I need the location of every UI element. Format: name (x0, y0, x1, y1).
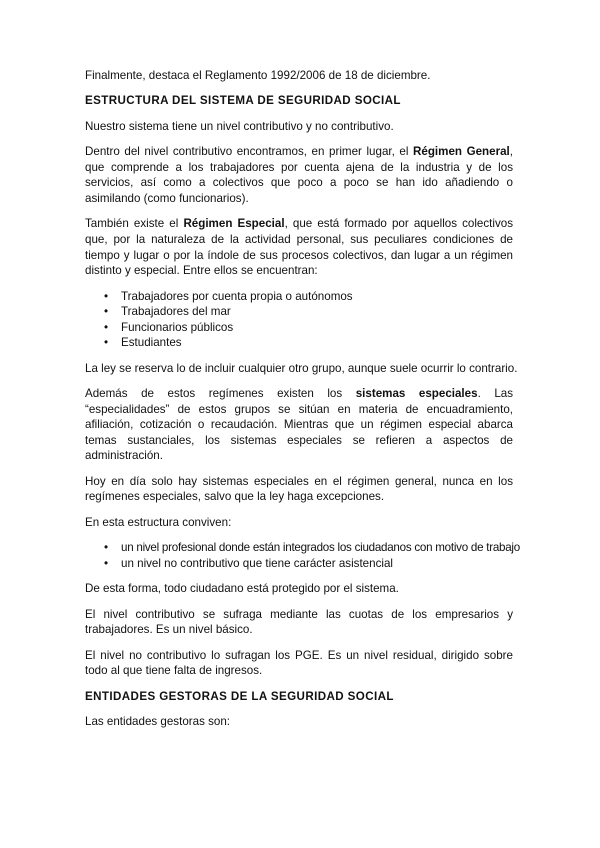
list-item-text: Trabajadores por cuenta propia o autónomos (121, 289, 353, 303)
text-run: . Las “especialidades” de estos grupos se sitúan en materia de encuadramiento, afiliación, cotización o recaudación. Mientras que un régimen especial abarca temas sustanciales, los sistemas especiales se refieren a aspectos de administración. (85, 387, 514, 463)
bullet-icon: • (104, 541, 108, 555)
bullet-icon: • (104, 289, 109, 303)
list-item-text: Trabajadores del mar (121, 305, 231, 319)
list-item (104, 320, 513, 336)
bullet-icon: • (104, 556, 109, 570)
paragraph-regimen-general (85, 144, 513, 206)
list-item (104, 335, 513, 351)
bullet-list-colectivos (85, 289, 513, 351)
bullet-list-niveles (85, 540, 520, 571)
list-item-text: Funcionarios públicos (121, 320, 234, 334)
text-run: , que comprende a los trabajadores por cuenta ajena de la industria y de los servicios, así como a colectivos que poco a poco se han ido añadiendo o asimilando (como funcionarios). (85, 145, 513, 205)
paragraph-entidades-gestoras: Las entidades gestoras son: (85, 714, 231, 728)
section-heading-entidades: ENTIDADES GESTORAS DE LA SEGURIDAD SOCIAL (85, 689, 394, 703)
paragraph-nivel-contributivo: El nivel contributivo se sufraga mediante las cuotas de los empresarios y trabajadores. Es un nivel básico. (85, 607, 513, 637)
paragraph-sistemas-especiales (85, 386, 513, 464)
text-run: , que está formado por aquellos colectivos que, por la naturaleza de la actividad personal, sus peculiares condiciones de tiempo y lugar o por la índole de sus procesos colectivos, dan lugar a un régimen distinto y especial. Entre ellos se encuentran: (85, 217, 514, 278)
list-item (104, 304, 513, 320)
list-item-text: un nivel no contributivo que tiene carácter asistencial (121, 556, 393, 570)
text-run: Dentro del nivel contributivo encontramos, en primer lugar, el (85, 145, 414, 159)
bold-term-sistemas-especiales: sistemas especiales (355, 387, 478, 401)
paragraph-nivel-no-contributivo: El nivel no contributivo lo sufragan los PGE. Es un nivel residual, dirigido sobre todo al que tiene falta de ingresos. (85, 648, 513, 678)
intro-paragraph: Finalmente, destaca el Reglamento 1992/2006 de 18 de diciembre. (85, 69, 431, 82)
bullet-icon: • (104, 320, 109, 334)
bullet-icon: • (104, 305, 109, 319)
text-run: También existe el (85, 217, 184, 231)
section-heading-estructura: ESTRUCTURA DEL SISTEMA DE SEGURIDAD SOCIAL (85, 94, 401, 108)
paragraph-regimen-especial (85, 216, 513, 278)
bold-term-regimen-especial: Régimen Especial (183, 217, 285, 231)
paragraph-hoy-en-dia: Hoy en día solo hay sistemas especiales en el régimen general, nunca en los regímenes especiales, salvo que la ley haga excepciones. (85, 474, 513, 504)
paragraph-ley-reserva: La ley se reserva lo de incluir cualquier otro grupo, aunque suele ocurrir lo contrario. (85, 361, 518, 375)
bullet-icon: • (104, 336, 109, 350)
list-item-text: Estudiantes (121, 336, 182, 350)
paragraph-niveles: Nuestro sistema tiene un nivel contributivo y no contributivo. (85, 119, 394, 133)
list-item (104, 289, 513, 305)
paragraph-protegido: De esta forma, todo ciudadano está protegido por el sistema. (85, 582, 399, 596)
paragraph-conviven: En esta estructura conviven: (85, 515, 232, 529)
list-item (104, 540, 520, 556)
list-item-text: un nivel profesional donde están integrados los ciudadanos con motivo de trabajo (121, 541, 520, 555)
text-run: Además de estos regímenes existen los (85, 387, 356, 401)
list-item (104, 556, 513, 572)
document-body (85, 68, 520, 739)
bold-term-regimen-general: Régimen General (413, 145, 510, 159)
